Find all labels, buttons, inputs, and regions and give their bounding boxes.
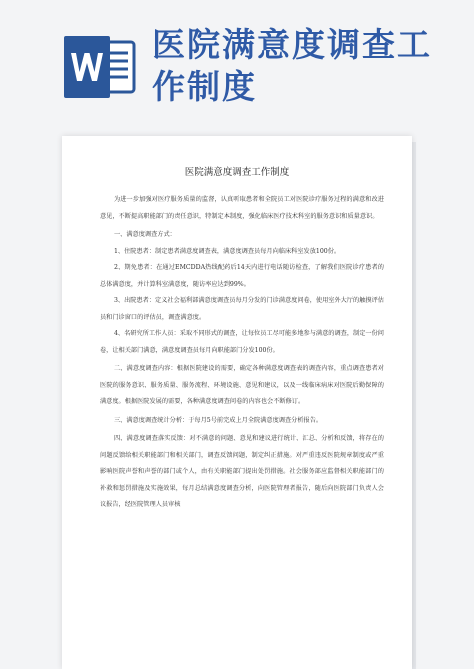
paragraph-section-4: 四、满意度调查落实反馈：对不满意的问题、意见和建议进行统计、汇总、分析和反馈，将存在的问题反馈给相关职能部门和相关部门，调查反馈问题，制定纠正措施。对严重违反医院规章制度或严重影响医院声誉和声誉的部门或个人，由有关职能部门提出处罚措施。社会服务部应监督相关职能部门的补救和惩罚措施及实施效果，每月总结满意度调查分析，向医院管理者报告，随后向医院部门负责人会议报告，经医院管理人员审核: [100, 435, 384, 508]
paragraph-item-3: 3、出院患者：定义社会福利部满意度调查员每月分发的门诊满意度问卷，使用室外大厅的触摸评估员和门诊窗口的评估员，调查满意度。: [100, 297, 384, 321]
paragraph-section-2: 二、满意度调查内容：根据医院建设的需要，确定各种满意度调查表的调查内容，重点调查患者对医院的服务意识、服务质量、服务流程、环境设施、意见和建议，以及一线临床病床对医院后勤保障的满意度。根据医院发展的需要，各种满意度调查问卷的内容也会不断修订。: [100, 365, 384, 405]
page-title: 医院满意度调查工作制度: [152, 25, 432, 106]
word-icon: [62, 36, 138, 98]
paragraph-item-1: 1、住院患者：制定患者满意度调查表，满意度调查员每月向临床科室发放100份。: [114, 247, 341, 255]
document-page: [62, 136, 412, 669]
paragraph-section-1: 一、满意度调查方式：: [114, 231, 176, 238]
document-title: 医院满意度调查工作制度: [184, 167, 290, 178]
header-banner: [0, 0, 474, 128]
paragraph-section-3: 三、满意度调查统计分析：于每月5号前完成上月全院满意度调查分析报告。: [114, 416, 323, 424]
paragraph-intro: 为进一步加强对医疗服务质量的监督，认真听取患者和全院员工对医院诊疗服务过程的满意和改进意见，不断提高职能部门的责任意识，特制定本制度，强化临床医疗技术科室的服务意识和质量意识。: [100, 196, 384, 220]
paragraph-item-4: 4、名研究所工作人员：采取不同形式的调查，让每位员工尽可能多地参与满意的调查，制定一份问卷，让相关部门满意，满意度调查员每月向职能部门分发100份。: [100, 330, 384, 354]
paragraph-item-2: 2、期免患者：在通过EMCDDA热线配药后14天内进行电话随访检查，了解我们医院诊疗患者的总体满意度，并计算科室满意度，随访率应达到99%。: [100, 264, 384, 288]
